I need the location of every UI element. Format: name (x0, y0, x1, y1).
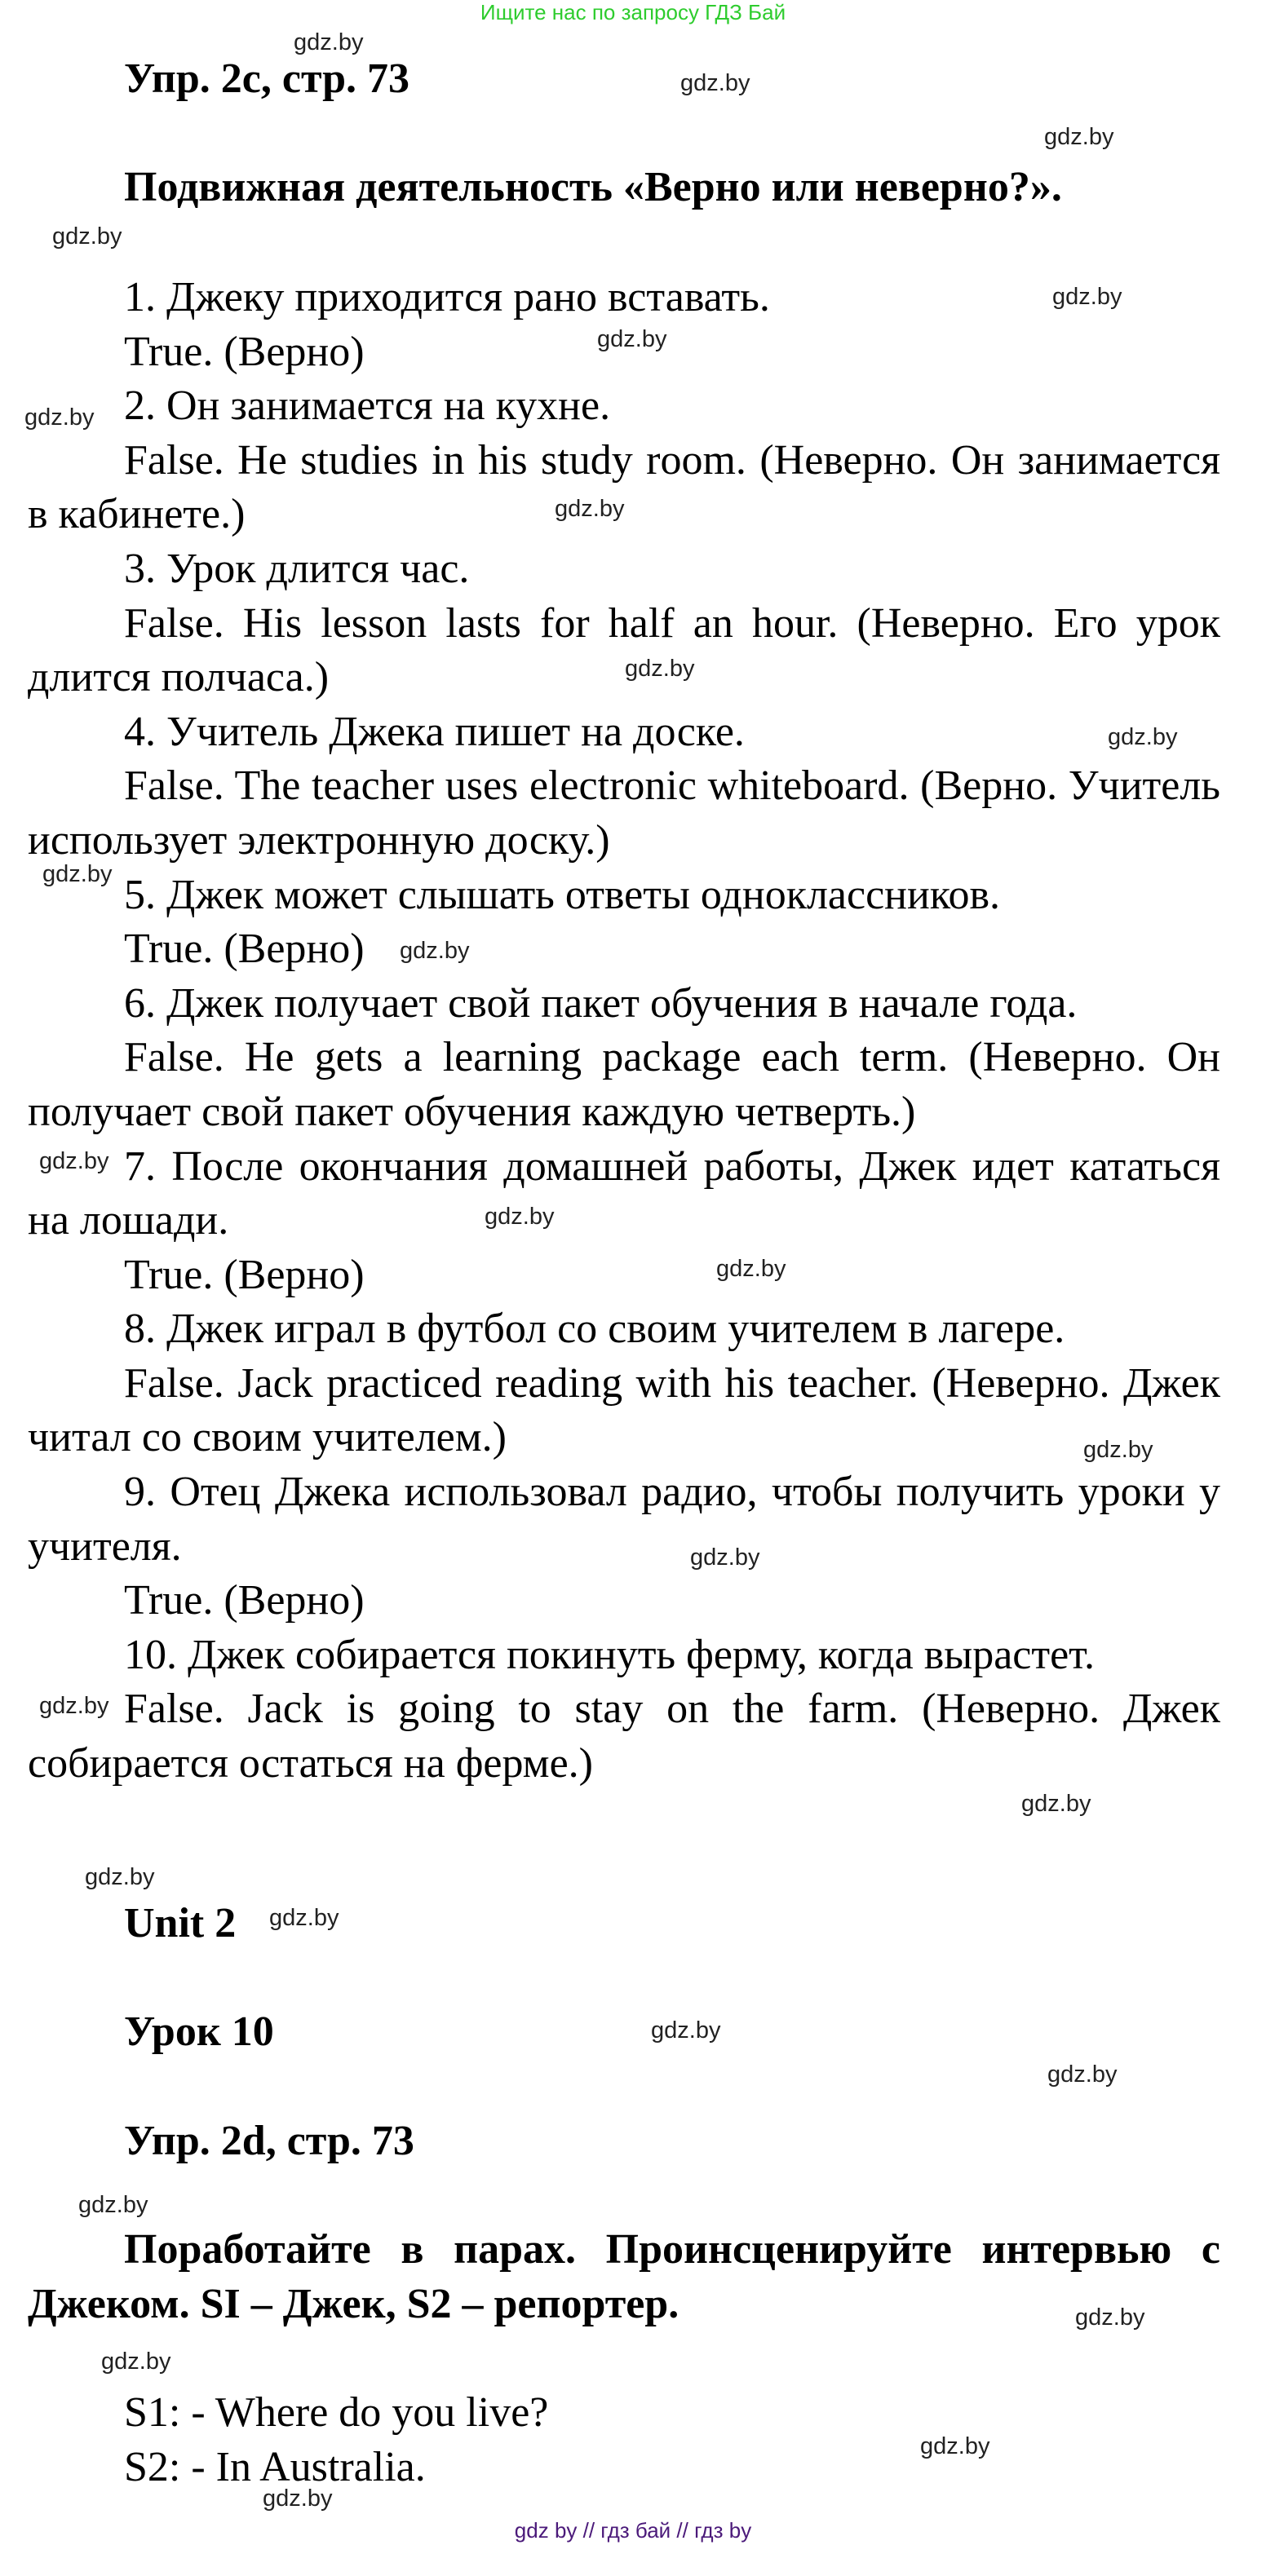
watermark: gdz.by (1083, 1437, 1153, 1463)
watermark: gdz.by (263, 2485, 333, 2512)
watermark: gdz.by (690, 1544, 760, 1571)
watermark: gdz.by (1075, 2304, 1145, 2331)
watermark: gdz.by (680, 70, 750, 96)
answer-line: False. The teacher uses electronic whiteboard. (Верно. Учитель использует электронную доску.) (28, 762, 1220, 864)
answer-line: 9. Отец Джека использовал радио, чтобы получить уроки у учителя. (28, 1469, 1220, 1570)
answer-line: False. He studies in his study room. (Неверно. Он занимается в кабинете.) (28, 436, 1220, 538)
answer-line: False. Jack practiced reading with his teacher. (Неверно. Джек читал со своим учителем.) (28, 1359, 1220, 1461)
dialogue-line: S2: - In Australia. (124, 2443, 426, 2490)
unit-heading: Unit 2 (124, 1900, 237, 1946)
exercise-title-2c: Подвижная деятельность «Верно или неверно?». (124, 164, 1062, 210)
answer-line: 6. Джек получает свой пакет обучения в начале года. (124, 979, 1078, 1027)
watermark: gdz.by (269, 1905, 339, 1931)
watermark: gdz.by (1052, 284, 1122, 310)
watermark: gdz.by (24, 404, 95, 431)
exercise-title-2d: Поработайте в парах. Проинсценируйте интервью с Джеком. SI – Джек, S2 – репортер. (28, 2226, 1220, 2327)
answer-line: False. His lesson lasts for half an hour. (Неверно. Его урок длится полчаса.) (28, 599, 1220, 701)
watermark: gdz.by (555, 496, 625, 522)
watermark: gdz.by (101, 2348, 171, 2375)
lesson-heading: Урок 10 (124, 2008, 274, 2055)
dialogue (28, 2386, 1220, 2494)
watermark: gdz.by (485, 1204, 555, 1230)
watermark: gdz.by (400, 938, 470, 964)
answer-line: True. (Верно) (124, 1251, 365, 1298)
answer-line: 10. Джек собирается покинуть ферму, когда вырастет. (124, 1631, 1095, 1678)
watermark: gdz.by (625, 656, 695, 682)
watermark: gdz.by (39, 1148, 109, 1174)
bottom-banner: gdz by // гдз бай // гдз by (514, 2518, 752, 2543)
answer-line: True. (Верно) (124, 926, 365, 973)
watermark: gdz.by (597, 326, 667, 352)
watermark: gdz.by (1047, 2061, 1118, 2088)
watermark: gdz.by (52, 223, 122, 250)
watermark: gdz.by (1044, 124, 1114, 150)
dialogue-line: S1: - Where do you live? (124, 2389, 549, 2436)
watermark: gdz.by (920, 2433, 990, 2459)
exercise-heading-2c: Упр. 2с, стр. 73 (124, 55, 410, 102)
watermark: gdz.by (651, 2017, 721, 2044)
watermark: gdz.by (78, 2192, 148, 2218)
answer-line: False. Jack is going to stay on the farm. (Неверно. Джек собирается остаться на ферме.) (28, 1686, 1220, 1787)
answer-line: False. He gets a learning package each term. (Неверно. Он получает свой пакет обучения каждую четверть.) (28, 1034, 1220, 1135)
answer-line: 4. Учитель Джека пишет на доске. (124, 708, 745, 755)
answer-line: 2. Он занимается на кухне. (124, 382, 611, 430)
answer-line: 7. После окончания домашней работы, Джек идет кататься на лошади. (28, 1142, 1220, 1244)
watermark: gdz.by (1108, 724, 1178, 750)
answer-line: 5. Джек может слышать ответы одноклассников. (124, 871, 1000, 918)
watermark: gdz.by (1021, 1791, 1091, 1817)
watermark: gdz.by (39, 1693, 109, 1719)
watermark: gdz.by (42, 861, 113, 887)
answer-line: True. (Верно) (124, 328, 365, 375)
answer-line: 1. Джеку приходится рано вставать. (124, 274, 770, 320)
answer-line: True. (Верно) (124, 1577, 365, 1624)
answer-line: 3. Урок длится час. (124, 545, 470, 592)
answer-line: 8. Джек играл в футбол со своим учителем в лагере. (124, 1306, 1065, 1353)
watermark: gdz.by (716, 1256, 786, 1282)
watermark: gdz.by (85, 1864, 155, 1890)
exercise-heading-2d: Упр. 2d, стр. 73 (124, 2118, 414, 2164)
top-banner: Ищите нас по запросу ГДЗ Бай (480, 0, 786, 24)
watermark: gdz.by (294, 29, 364, 55)
